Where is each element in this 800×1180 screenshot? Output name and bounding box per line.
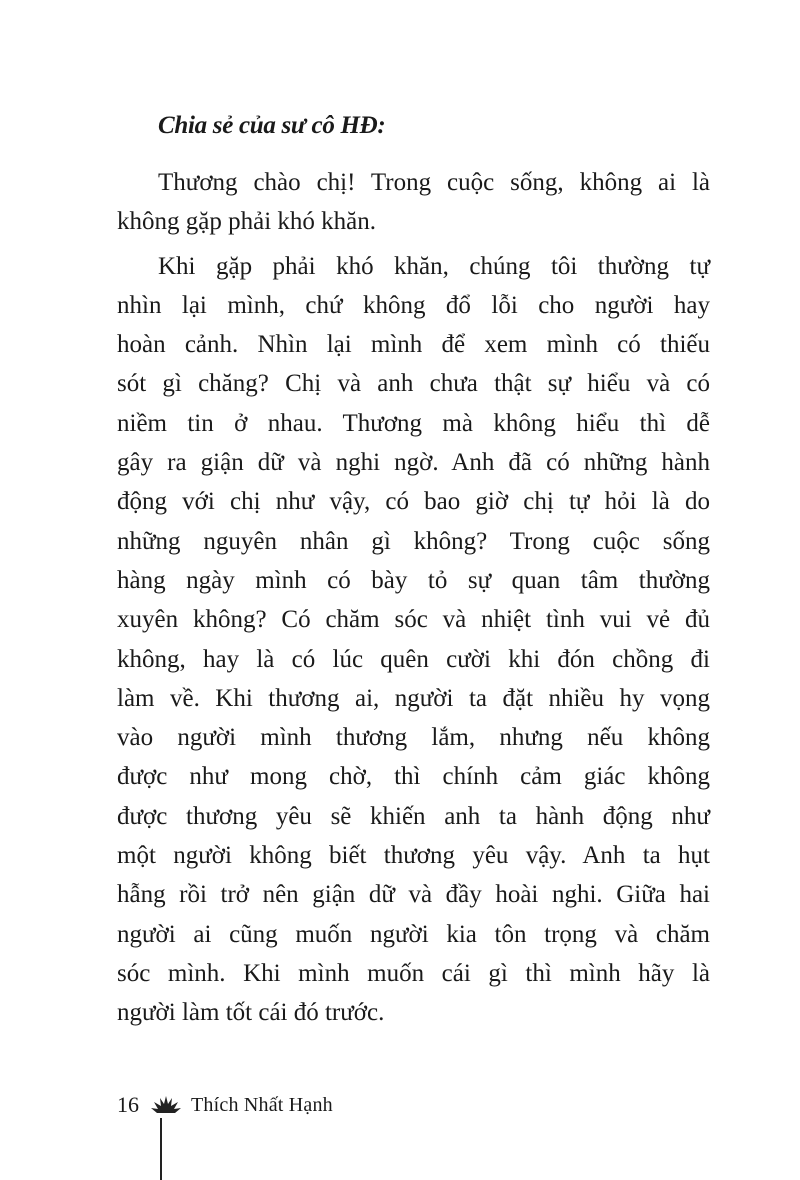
page-footer — [117, 1092, 333, 1118]
text-line: những nguyên nhân gì không? Trong cuộc sống — [117, 527, 710, 555]
text-line: động với chị như vậy, có bao giờ chị tự hỏi là do — [117, 488, 710, 516]
text-line: sót gì chăng? Chị và anh chưa thật sự hiểu và có — [117, 370, 710, 398]
text-line: xuyên không? Có chăm sóc và nhiệt tình vui vẻ đủ — [117, 606, 710, 634]
page-number: 16 — [117, 1092, 139, 1117]
text-line: người ai cũng muốn người kia tôn trọng và chăm — [117, 920, 710, 948]
author-name: Thích Nhất Hạnh — [191, 1093, 333, 1116]
section-heading: Chia sẻ của sư cô HĐ: — [158, 112, 386, 139]
text-line: niềm tin ở nhau. Thương mà không hiểu thì dễ — [117, 409, 710, 437]
text-line: hẫng rồi trở nên giận dữ và đầy hoài nghi. Giữa hai — [117, 881, 710, 909]
text-line: được như mong chờ, thì chính cảm giác không — [117, 763, 710, 791]
text-line: không, hay là có lúc quên cười khi đón chồng đi — [117, 645, 710, 673]
text-line: hoàn cảnh. Nhìn lại mình để xem mình có thiếu — [117, 331, 710, 359]
text-line: gây ra giận dữ và nghi ngờ. Anh đã có những hành — [117, 449, 710, 477]
lotus-stem-line — [160, 1118, 162, 1180]
lotus-icon — [151, 1094, 181, 1116]
text-line: không gặp phải khó khăn. — [117, 208, 376, 236]
text-line: làm về. Khi thương ai, người ta đặt nhiều hy vọng — [117, 684, 710, 712]
body-text — [117, 163, 710, 1033]
text-line: Thương chào chị! Trong cuộc sống, không ai là — [158, 169, 710, 196]
text-line: được thương yêu sẽ khiến anh ta hành động như — [117, 802, 710, 830]
text-line: người làm tốt cái đó trước. — [117, 999, 385, 1027]
text-line: nhìn lại mình, chứ không đổ lỗi cho người hay — [117, 291, 710, 319]
text-line: Khi gặp phải khó khăn, chúng tôi thường tự — [158, 252, 710, 280]
text-line: vào người mình thương lắm, nhưng nếu không — [117, 724, 710, 752]
text-line: hàng ngày mình có bày tỏ sự quan tâm thường — [117, 566, 710, 594]
text-line: sóc mình. Khi mình muốn cái gì thì mình hãy là — [117, 959, 710, 987]
text-line: một người không biết thương yêu vậy. Anh ta hụt — [117, 842, 710, 870]
